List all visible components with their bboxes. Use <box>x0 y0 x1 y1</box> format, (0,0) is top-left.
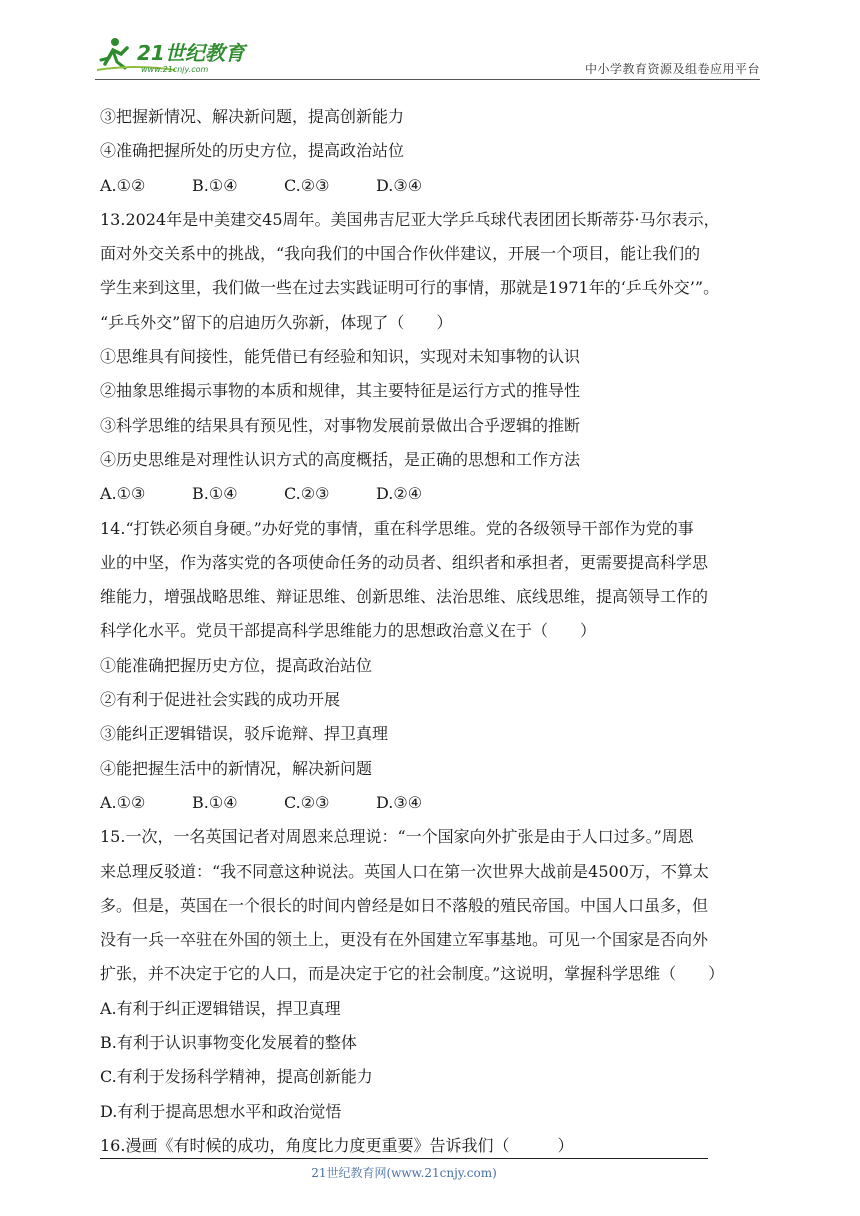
question-13-stem: 学生来到这里，我们做一些在过去实践证明可行的事情，那就是1971年的‘乒乓外交’”。 <box>100 278 720 298</box>
question-15-stem: 没有一兵一卒驻在外国的领土上，更没有在外国建立军事基地。可见一个国家是否向外 <box>100 930 709 950</box>
choice-a: A.①② <box>100 792 146 812</box>
choice-b: B.①④ <box>192 792 238 812</box>
choice-c: C.有利于发扬科学精神，提高创新能力 <box>100 1067 373 1087</box>
footer-divider <box>100 1158 708 1159</box>
choice-b: B.①④ <box>192 175 238 195</box>
question-14-stem: 科学化水平。党员干部提高科学思维能力的思想政治意义在于（ ） <box>100 621 597 641</box>
option-line: ①思维具有间接性，能凭借已有经验和知识，实现对未知事物的认识 <box>100 347 581 367</box>
header-divider <box>95 79 760 80</box>
question-16-stem: 16.漫画《有时候的成功，角度比力度更重要》告诉我们（ ） <box>100 1135 574 1155</box>
choice-d: D.有利于提高思想水平和政治觉悟 <box>100 1101 342 1121</box>
option-line: ④历史思维是对理性认识方式的高度概括，是正确的思想和工作方法 <box>100 449 581 469</box>
footer-link[interactable]: 21世纪教育网(www.21cnjy.com) <box>311 1166 497 1180</box>
choice-b: B.①④ <box>192 484 238 504</box>
choice-c: C.②③ <box>284 792 330 812</box>
choice-d: D.③④ <box>376 175 423 195</box>
choice-c: C.②③ <box>284 484 330 504</box>
platform-title: 中小学教育资源及组卷应用平台 <box>584 62 760 76</box>
choice-a: A.有利于纠正逻辑错误，捍卫真理 <box>100 998 341 1018</box>
option-line: ①能准确把握历史方位，提高政治站位 <box>100 655 373 675</box>
option-line: ④能把握生活中的新情况，解决新问题 <box>100 758 373 778</box>
question-15-stem: 来总理反驳道：“我不同意这种说法。英国人口在第一次世界大战前是4500万，不算太 <box>100 861 709 881</box>
logo-url: www.21cnjy.com <box>141 65 209 74</box>
question-15-stem: 扩张，并不决定于它的人口，而是决定于它的社会制度。”这说明，掌握科学思维（ ） <box>100 964 725 984</box>
question-13-stem: “乒乓外交”留下的启迪历久弥新，体现了（ ） <box>100 312 453 332</box>
choice-c: C.②③ <box>284 175 330 195</box>
runner-logo-icon <box>95 34 265 78</box>
site-logo <box>95 34 265 78</box>
option-line: ②抽象思维揭示事物的本质和规律，其主要特征是运行方式的推导性 <box>100 381 581 401</box>
question-14-stem: 维能力，增强战略思维、辩证思维、创新思维、法治思维、底线思维，提高领导工作的 <box>100 587 709 607</box>
choice-a: A.①③ <box>100 484 146 504</box>
option-line: ③能纠正逻辑错误，驳斥诡辩、捍卫真理 <box>100 724 389 744</box>
choice-b: B.有利于认识事物变化发展着的整体 <box>100 1033 357 1053</box>
question-15-stem: 15.一次，一名英国记者对周恩来总理说：“一个国家向外扩张是由于人口过多。”周恩 <box>100 827 694 847</box>
logo-text: 21世纪教育 <box>137 41 245 65</box>
option-line: ②有利于促进社会实践的成功开展 <box>100 690 341 710</box>
choice-d: D.②④ <box>376 484 423 504</box>
question-13-stem: 面对外交关系中的挑战，“我向我们的中国合作伙伴建议，开展一个项目，能让我们的 <box>100 244 701 264</box>
q13-choices <box>100 477 770 511</box>
option-line: ③科学思维的结果具有预见性，对事物发展前景做出合乎逻辑的推断 <box>100 415 581 435</box>
question-15-stem: 多。但是，英国在一个很长的时间内曾经是如日不落般的殖民帝国。中国人口虽多，但 <box>100 895 709 915</box>
page-header <box>95 34 760 78</box>
option-line: ③把握新情况、解决新问题，提高创新能力 <box>100 107 405 126</box>
choice-a: A.①② <box>100 175 146 195</box>
option-line: ④准确把握所处的历史方位，提高政治站位 <box>100 141 405 161</box>
q14-choices <box>100 786 770 820</box>
choice-d: D.③④ <box>376 792 423 812</box>
question-content <box>100 100 770 1163</box>
question-14-stem: 业的中坚，作为落实党的各项使命任务的动员者、组织者和承担者，更需要提高科学思 <box>100 552 709 572</box>
question-14-stem: 14.“打铁必须自身硬。”办好党的事情，重在科学思维。党的各级领导干部作为党的事 <box>100 518 694 538</box>
q12-choices <box>100 169 770 203</box>
question-13-stem: 13.2024年是中美建交45周年。美国弗吉尼亚大学乒乓球代表团团长斯蒂芬·马尔表示， <box>100 209 720 229</box>
